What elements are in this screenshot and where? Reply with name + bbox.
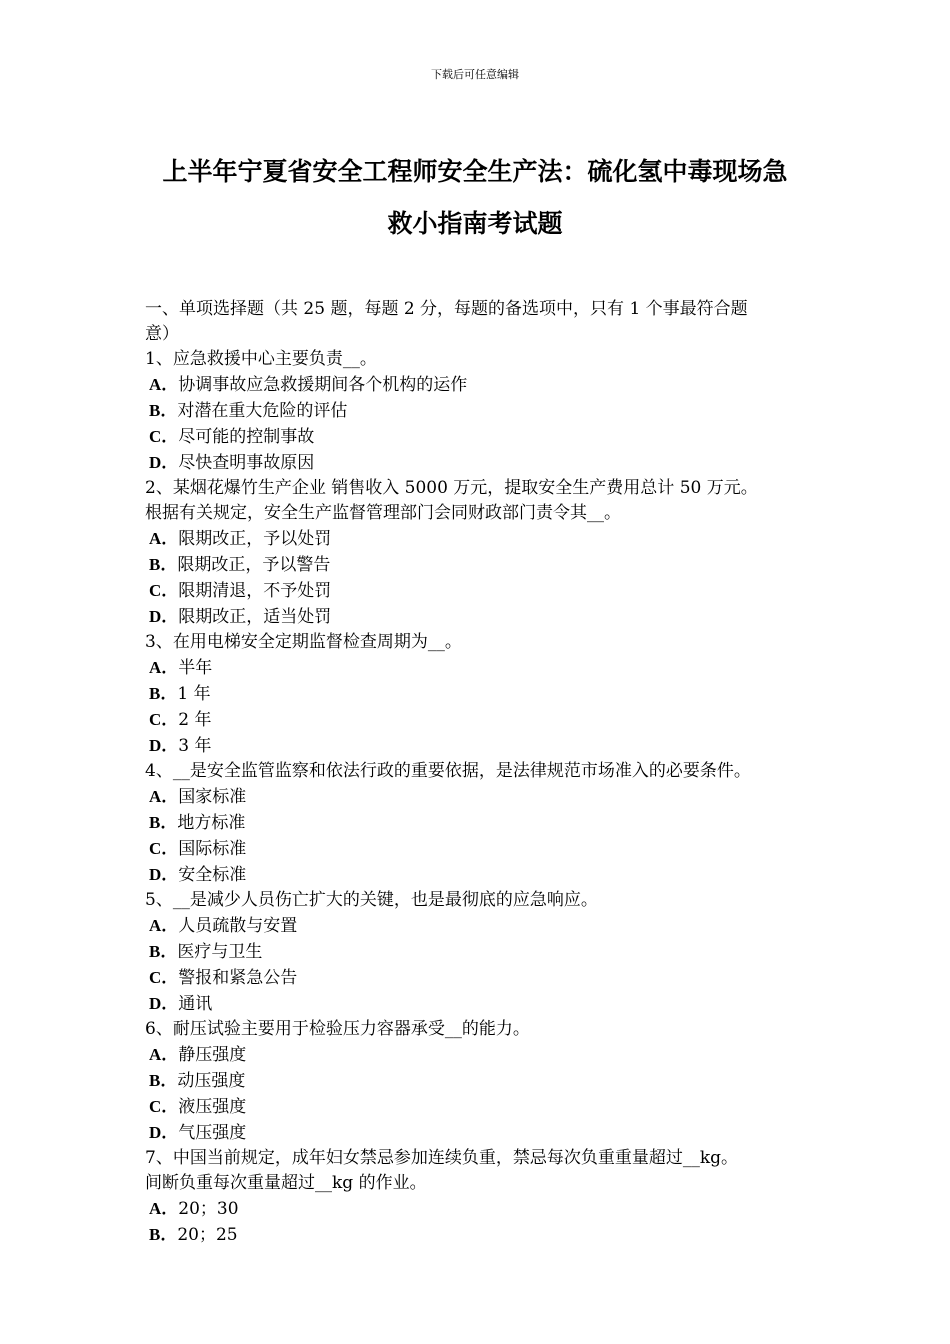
option-letter: C． bbox=[149, 839, 179, 858]
question-stem: 根据有关规定，安全生产监督管理部门会同财政部门责令其__。 bbox=[145, 503, 621, 523]
option-letter: A． bbox=[149, 375, 179, 394]
answer-option bbox=[145, 1094, 835, 1120]
option-text: 半年 bbox=[178, 658, 213, 678]
option-letter: D． bbox=[149, 865, 179, 884]
section-heading-line-1: 一、单项选择题（共 25 题，每题 2 分，每题的备选项中，只有 1 个事最符合题 bbox=[145, 299, 748, 319]
exam-content bbox=[145, 297, 835, 1248]
option-text: 限期改正，予以处罚 bbox=[178, 529, 332, 549]
option-letter: A． bbox=[149, 787, 179, 806]
answer-option bbox=[145, 965, 835, 991]
section-heading-line-2: 意） bbox=[145, 324, 179, 344]
question-6 bbox=[145, 1017, 835, 1146]
option-text: 国家标准 bbox=[178, 787, 247, 807]
question-stem: 4、__是安全监管监察和依法行政的重要依据，是法律规范市场准入的必要条件。 bbox=[145, 761, 751, 781]
answer-option bbox=[145, 604, 835, 630]
question-stem: 6、耐压试验主要用于检验压力容器承受__的能力。 bbox=[145, 1019, 530, 1039]
question-stem: 2、某烟花爆竹生产企业 销售收入 5000 万元，提取安全生产费用总计 50 万元。 bbox=[145, 478, 758, 498]
option-letter: D． bbox=[149, 607, 179, 626]
question-1 bbox=[145, 347, 835, 476]
option-text: 安全标准 bbox=[178, 865, 247, 885]
answer-option bbox=[145, 578, 835, 604]
page-header: 下载后可任意编辑 bbox=[431, 68, 519, 81]
option-text: 对潜在重大危险的评估 bbox=[177, 401, 348, 421]
option-letter: D． bbox=[149, 994, 179, 1013]
option-letter: A． bbox=[149, 658, 179, 677]
option-text: 限期改正，适当处罚 bbox=[178, 607, 332, 627]
answer-option bbox=[145, 913, 835, 939]
option-text: 2 年 bbox=[178, 710, 212, 730]
question-stem: 3、在用电梯安全定期监督检查周期为__。 bbox=[145, 632, 462, 652]
option-letter: B． bbox=[149, 684, 178, 703]
document-title bbox=[130, 146, 820, 250]
answer-option bbox=[145, 372, 835, 398]
title-line-1: 上半年宁夏省安全工程师安全生产法：硫化氢中毒现场急 bbox=[162, 157, 788, 186]
option-letter: A． bbox=[149, 1199, 179, 1218]
answer-option bbox=[145, 733, 835, 759]
answer-option bbox=[145, 398, 835, 424]
question-3 bbox=[145, 630, 835, 759]
option-text: 尽可能的控制事故 bbox=[178, 427, 315, 447]
option-letter: B． bbox=[149, 401, 178, 420]
option-text: 地方标准 bbox=[177, 813, 246, 833]
option-text: 人员疏散与安置 bbox=[178, 916, 298, 936]
option-text: 20；30 bbox=[178, 1199, 239, 1219]
answer-option bbox=[145, 836, 835, 862]
answer-option bbox=[145, 991, 835, 1017]
question-stem: 5、__是减少人员伤亡扩大的关键，也是最彻底的应急响应。 bbox=[145, 890, 598, 910]
option-text: 警报和紧急公告 bbox=[178, 968, 298, 988]
option-letter: B． bbox=[149, 1225, 178, 1244]
option-letter: D． bbox=[149, 453, 179, 472]
answer-option bbox=[145, 1222, 835, 1248]
answer-option bbox=[145, 810, 835, 836]
option-letter: B． bbox=[149, 942, 178, 961]
option-letter: B． bbox=[149, 1071, 178, 1090]
option-text: 尽快查明事故原因 bbox=[178, 453, 315, 473]
answer-option bbox=[145, 424, 835, 450]
option-letter: A． bbox=[149, 1045, 179, 1064]
option-text: 静压强度 bbox=[178, 1045, 247, 1065]
option-letter: C． bbox=[149, 968, 179, 987]
title-line-2: 救小指南考试题 bbox=[387, 209, 563, 238]
answer-option bbox=[145, 681, 835, 707]
option-text: 限期清退，不予处罚 bbox=[178, 581, 332, 601]
option-text: 通讯 bbox=[178, 994, 213, 1014]
answer-option bbox=[145, 707, 835, 733]
option-letter: D． bbox=[149, 736, 179, 755]
option-text: 气压强度 bbox=[178, 1123, 247, 1143]
option-text: 动压强度 bbox=[177, 1071, 246, 1091]
option-text: 液压强度 bbox=[178, 1097, 247, 1117]
question-2 bbox=[145, 476, 835, 630]
answer-option bbox=[145, 450, 835, 476]
option-text: 3 年 bbox=[178, 736, 212, 756]
answer-option bbox=[145, 1068, 835, 1094]
question-list bbox=[145, 347, 835, 1248]
question-7 bbox=[145, 1146, 835, 1248]
answer-option bbox=[145, 862, 835, 888]
option-letter: C． bbox=[149, 710, 179, 729]
option-text: 国际标准 bbox=[178, 839, 247, 859]
option-letter: C． bbox=[149, 581, 179, 600]
option-letter: B． bbox=[149, 813, 178, 832]
answer-option bbox=[145, 526, 835, 552]
option-letter: C． bbox=[149, 1097, 179, 1116]
option-letter: D． bbox=[149, 1123, 179, 1142]
question-stem: 7、中国当前规定，成年妇女禁忌参加连续负重，禁忌每次负重重量超过__kg。 bbox=[145, 1148, 738, 1168]
option-text: 1 年 bbox=[177, 684, 211, 704]
question-stem: 间断负重每次重量超过__kg 的作业。 bbox=[145, 1173, 427, 1193]
question-stem: 1、应急救援中心主要负责__。 bbox=[145, 349, 377, 369]
option-letter: C． bbox=[149, 427, 179, 446]
answer-option bbox=[145, 655, 835, 681]
option-letter: B． bbox=[149, 555, 178, 574]
answer-option bbox=[145, 784, 835, 810]
question-4 bbox=[145, 759, 835, 888]
option-letter: A． bbox=[149, 529, 179, 548]
answer-option bbox=[145, 1196, 835, 1222]
option-text: 限期改正，予以警告 bbox=[177, 555, 331, 575]
option-text: 协调事故应急救援期间各个机构的运作 bbox=[178, 375, 468, 395]
option-letter: A． bbox=[149, 916, 179, 935]
option-text: 20；25 bbox=[177, 1225, 238, 1245]
option-text: 医疗与卫生 bbox=[177, 942, 263, 962]
answer-option bbox=[145, 939, 835, 965]
question-5 bbox=[145, 888, 835, 1017]
answer-option bbox=[145, 552, 835, 578]
answer-option bbox=[145, 1042, 835, 1068]
answer-option bbox=[145, 1120, 835, 1146]
